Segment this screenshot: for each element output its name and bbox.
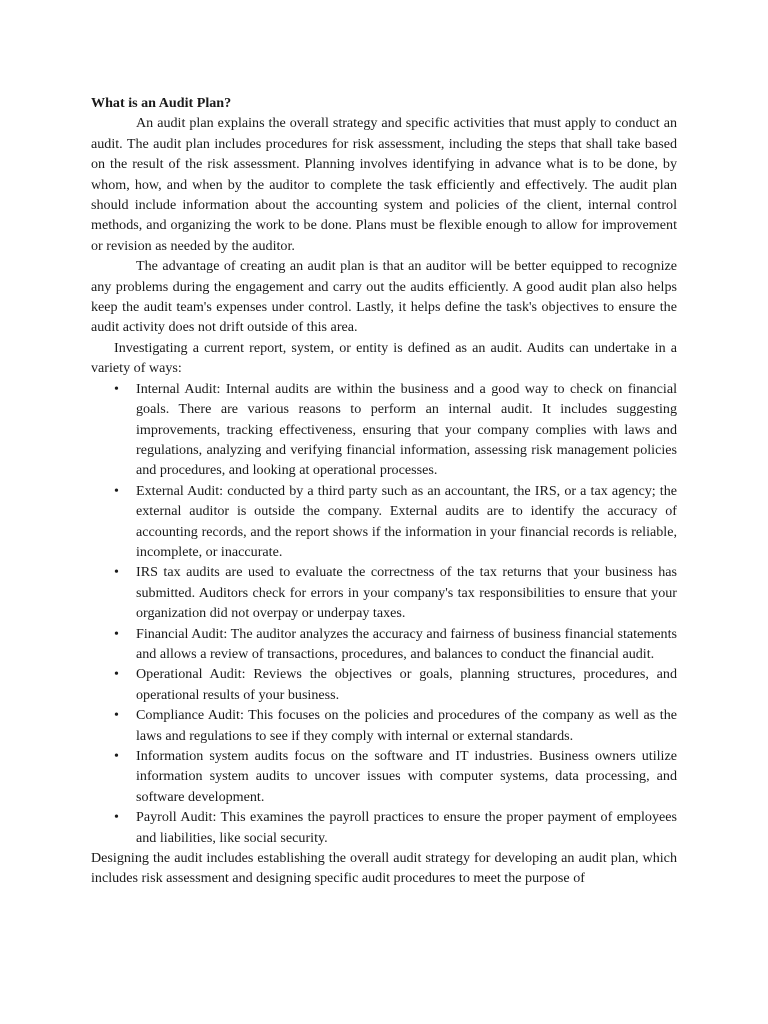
bullet-icon: • [114,482,119,499]
list-item [114,807,677,848]
paragraph-designing-audit: Designing the audit includes establishing the overall audit strategy for developing an audit plan, which includes risk assessment and designing specific audit procedures to meet the purpose of [91,850,677,887]
list-item-text: Compliance Audit: This focuses on the policies and procedures of the company as well as the laws and regulations to see if they comply with internal or external standards. [136,707,677,744]
list-item-text: IRS tax audits are used to evaluate the correctness of the tax returns that your business has submitted. Auditors check for errors in your company's tax responsibilities to ensure that your organization did not overpay or underpay taxes. [136,564,677,622]
list-item [114,664,677,705]
list-item-text: Internal Audit: Internal audits are within the business and a good way to check on financial goals. There are various reasons to perform an internal audit. It includes suggesting improvements, tracking effectiveness, ensuring that your company complies with laws and regulations, analyzing and verifying financial information, assessing risk management policies and procedures, and looking at operational processes. [136,380,677,479]
bullet-icon: • [114,809,119,826]
paragraph-audit-plan-definition: An audit plan explains the overall strategy and specific activities that must apply to conduct an audit. The audit plan includes procedures for risk assessment, including the steps that shall take based on the result of the risk assessment. Planning involves identifying in advance what is to be done, by whom, how, and when by the auditor to complete the task efficiently and effectively. The audit plan should include information about the accounting system and policies of the client, internal control methods, and organizing the work to be done. Plans must be flexible enough to allow for improvement or revision as needed by the auditor. [91,115,677,254]
bullet-icon: • [114,380,119,397]
bullet-icon: • [114,707,119,724]
list-item [114,481,677,563]
paragraph-audit-plan-advantage: The advantage of creating an audit plan is that an auditor will be better equipped to recognize any problems during the engagement and carry out the audits efficiently. A good audit plan also helps keep the audit team's expenses under control. Lastly, it helps define the task's objectives to ensure the audit activity does not drift outside of this area. [91,258,677,336]
list-item-text: Operational Audit: Reviews the objectives or goals, planning structures, procedures, and operational results of your business. [136,666,677,703]
list-item [114,562,677,623]
list-item-text: Information system audits focus on the software and IT industries. Business owners utilize information system audits to uncover issues with computer systems, data processing, and software development. [136,748,677,805]
bullet-icon: • [114,666,119,683]
list-item [114,705,677,746]
list-item-text: Payroll Audit: This examines the payroll practices to ensure the proper payment of employees and liabilities, like social security. [136,809,677,846]
audit-types-list [91,379,677,848]
bullet-icon: • [114,625,119,642]
list-item [114,746,677,807]
list-item-text: External Audit: conducted by a third party such as an accountant, the IRS, or a tax agency; the external auditor is outside the company. External audits are to identify the accuracy of accounting records, and the report shows if the information in your financial records is reliable, incomplete, or inaccurate. [136,482,677,560]
list-item [114,379,677,481]
paragraph-audit-types-intro: Investigating a current report, system, or entity is defined as an audit. Audits can undertake in a variety of ways: [91,339,677,377]
bullet-icon: • [114,748,119,764]
bullet-icon: • [114,564,119,581]
list-item-text: Financial Audit: The auditor analyzes the accuracy and fairness of business financial statements and allows a review of transactions, procedures, and balances to conduct the financial audit. [136,625,677,662]
section-heading: What is an Audit Plan? [91,95,232,111]
document-page [91,93,677,889]
list-item [114,624,677,665]
